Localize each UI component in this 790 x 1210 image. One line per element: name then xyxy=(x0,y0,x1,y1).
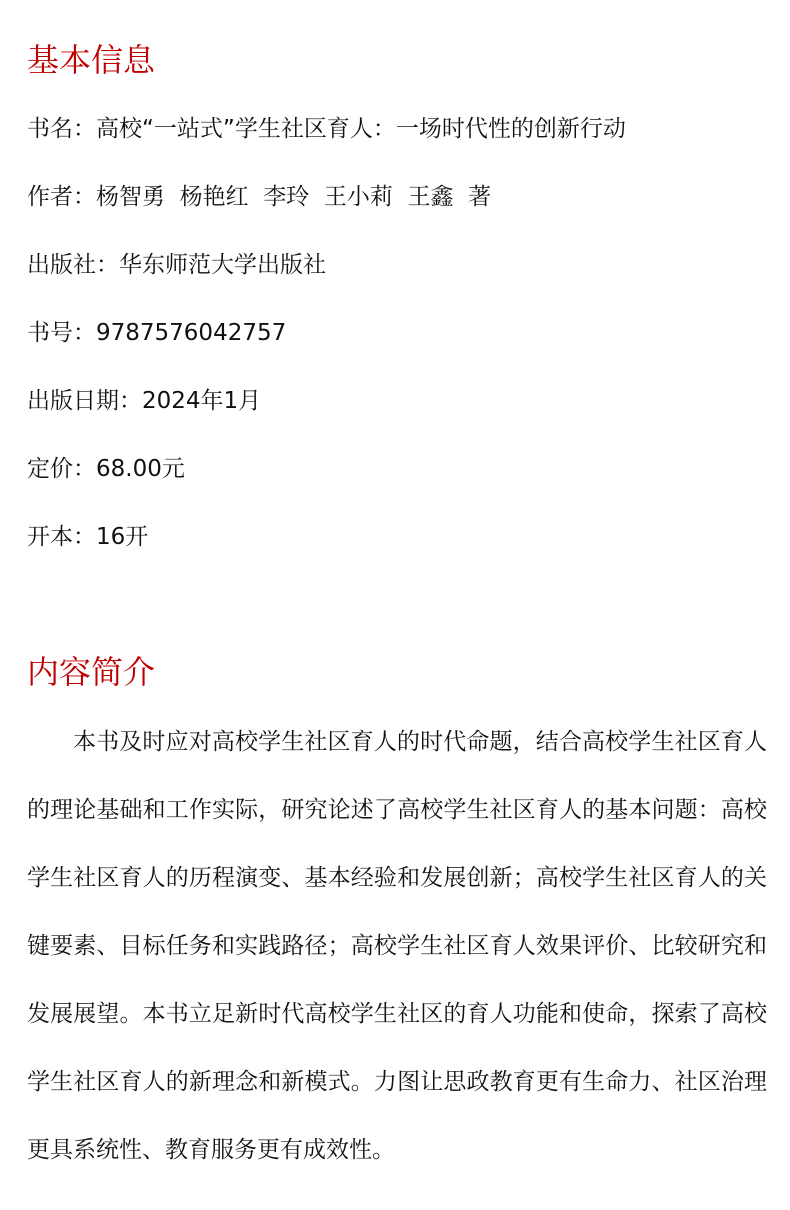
publish-date-line: 出版日期：2024年1月 xyxy=(27,388,262,414)
basic-info-heading: 基本信息 xyxy=(27,41,156,79)
format-line: 开本：16开 xyxy=(27,524,149,550)
price-line: 定价：68.00元 xyxy=(27,456,185,482)
introduction-text: 本书及时应对高校学生社区育人的时代命题，结合高校学生社区育人的理论基础和工作实际，研究论述了高校学生社区育人的基本问题：高校学生社区育人的历程演变、基本经验和发展创新；高校学生社区育人的关键要素、目标任务和实践路径；高校学生社区育人效果评价、比较研究和发展展望。本书立足新时代高校学生社区的育人功能和使命，探索了高校学生社区育人的新理念和新模式。力图让思政教育更有生命力、社区治理更具系统性、教育服务更有成效性。 xyxy=(27,729,767,1163)
authors-line: 作者：杨智勇 杨艳红 李玲 王小莉 王鑫 著 xyxy=(27,184,492,210)
book-title-line: 书名：高校“一站式”学生社区育人：一场时代性的创新行动 xyxy=(27,116,626,142)
introduction-heading: 内容简介 xyxy=(27,653,156,691)
publisher-line: 出版社：华东师范大学出版社 xyxy=(27,252,326,278)
isbn-line: 书号：9787576042757 xyxy=(27,320,287,346)
